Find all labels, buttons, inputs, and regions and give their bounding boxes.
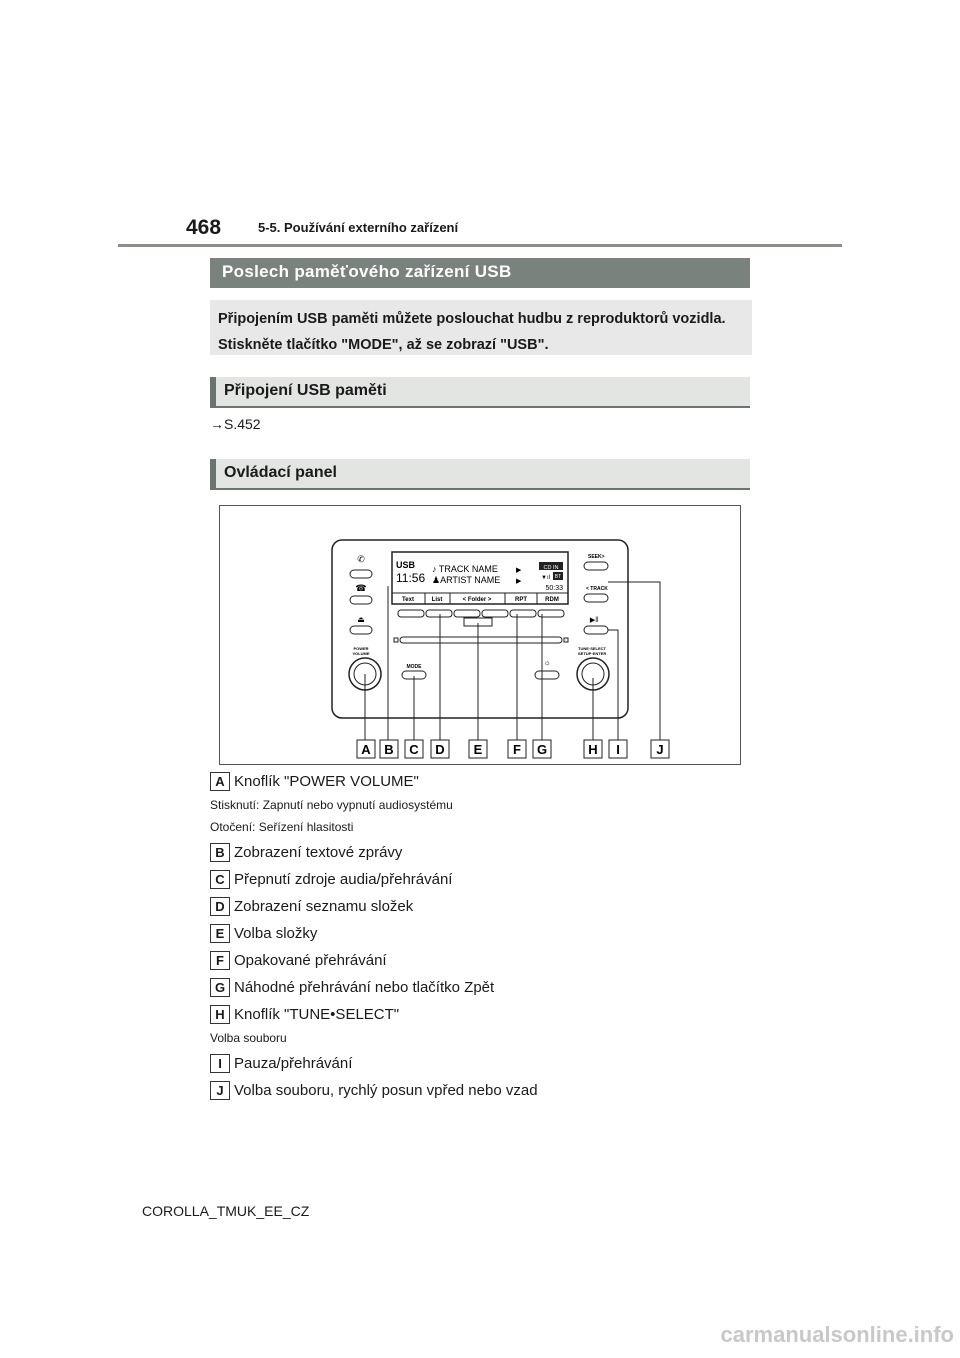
track-label: < TRACK: [586, 586, 608, 592]
legend-item-h: H Knoflík "TUNE•SELECT": [210, 1005, 399, 1024]
hw-softkey-1: [398, 610, 424, 617]
legend-item-b: B Zobrazení textové zprávy: [210, 843, 402, 862]
header-rule: [118, 244, 842, 247]
watermark: carmanualsonline.info: [720, 1322, 954, 1347]
svg-text:A: A: [361, 742, 371, 757]
callout-labels: [357, 740, 669, 758]
eject-icon: ⏏: [357, 615, 365, 624]
footer-code: COROLLA_TMUK_EE_CZ: [142, 1203, 310, 1219]
eject-button: [350, 626, 372, 634]
page-reference: →S.452: [210, 416, 261, 432]
cd-slot: [400, 637, 562, 643]
mode-label: MODE: [406, 664, 422, 670]
svg-text:F: F: [513, 742, 521, 757]
power-label: POWER: [353, 646, 369, 651]
svg-text:E: E: [473, 742, 483, 757]
hangup-button: [350, 596, 372, 604]
hw-softkey-3: [454, 610, 480, 617]
seek-button: [584, 562, 608, 570]
svg-text:TUNE·SELECT: TUNE·SELECT: [578, 646, 606, 651]
hangup-icon: ☎: [355, 583, 367, 593]
display-time: 11:56: [396, 571, 426, 585]
display-source: USB: [396, 560, 416, 570]
softkey-folder: < Folder >: [462, 597, 492, 603]
softkey-list: List: [431, 597, 443, 603]
heading-usb-connect: Připojení USB paměti: [210, 377, 750, 408]
softkey-text: Text: [402, 597, 414, 603]
legend-sub-h-1: Volba souboru: [210, 1031, 287, 1045]
hw-softkey-5: [510, 610, 536, 617]
svg-text:C: C: [409, 742, 419, 757]
svg-text:G: G: [536, 742, 548, 757]
display-artist: ♟ARTIST NAME: [432, 575, 501, 585]
softkey-rpt: RPT: [515, 597, 527, 603]
intro-text: Připojením USB paměti můžete poslouchat hudbu z reproduktorů vozidla. Stiskněte tlačítko "MODE", až se zobrazí "USB".: [210, 300, 752, 355]
legend-sub-a-1: Stisknutí: Zapnutí nebo vypnutí audiosystému: [210, 798, 453, 812]
play-pause-icon: ▶‖: [589, 617, 599, 624]
bt-badge: BT: [554, 574, 562, 580]
phone-button: [350, 570, 372, 578]
svg-text:D: D: [435, 742, 445, 757]
svg-text:▶: ▶: [516, 578, 522, 585]
legend-item-e: E Volba složky: [210, 924, 317, 943]
track-button: [584, 594, 608, 602]
control-panel-figure: [219, 505, 741, 765]
signal-icon: ▼ıl: [541, 575, 550, 581]
page-title: Poslech paměťového zařízení USB: [210, 258, 750, 288]
legend-item-i: I Pauza/přehrávání: [210, 1054, 352, 1073]
heading-control-panel: Ovládací panel: [210, 459, 750, 490]
svg-text:H: H: [588, 742, 598, 757]
phone-icon: ✆: [357, 554, 365, 564]
svg-text:I: I: [616, 742, 620, 757]
cd-badge: CD IN: [543, 565, 559, 571]
legend-sub-a-2: Otočení: Seřízení hlasitosti: [210, 820, 354, 834]
legend-item-d: D Zobrazení seznamu složek: [210, 897, 413, 916]
svg-text:SETUP·ENTER: SETUP·ENTER: [578, 651, 607, 656]
play-pause-button: [584, 626, 608, 634]
legend-item-j: J Volba souboru, rychlý posun vpřed nebo vzad: [210, 1081, 538, 1100]
brightness-icon: ☼: [543, 658, 551, 667]
display-elapsed: 50:33: [545, 585, 563, 592]
hw-softkey-4: [482, 610, 508, 617]
setup-button: [535, 671, 559, 679]
svg-text:B: B: [384, 742, 394, 757]
legend-item-c: C Přepnutí zdroje audia/přehrávání: [210, 870, 452, 889]
legend-item-f: F Opakované přehrávání: [210, 951, 387, 970]
legend-item-a: A Knoflík "POWER VOLUME": [210, 772, 419, 791]
hw-softkey-2: [426, 610, 452, 617]
svg-text:J: J: [656, 742, 664, 757]
svg-text:▶: ▶: [516, 567, 522, 574]
seek-label: SEEK>: [588, 554, 605, 560]
legend-item-g: G Náhodné přehrávání nebo tlačítko Zpět: [210, 978, 494, 997]
page-number: 468: [186, 216, 222, 239]
softkey-rdm: RDM: [545, 597, 559, 603]
svg-text:VOLUME: VOLUME: [352, 651, 370, 656]
display-track: ♪ TRACK NAME: [432, 564, 498, 574]
audio-unit-illustration: [220, 506, 740, 764]
section-title: 5-5. Používání externího zařízení: [258, 220, 459, 235]
